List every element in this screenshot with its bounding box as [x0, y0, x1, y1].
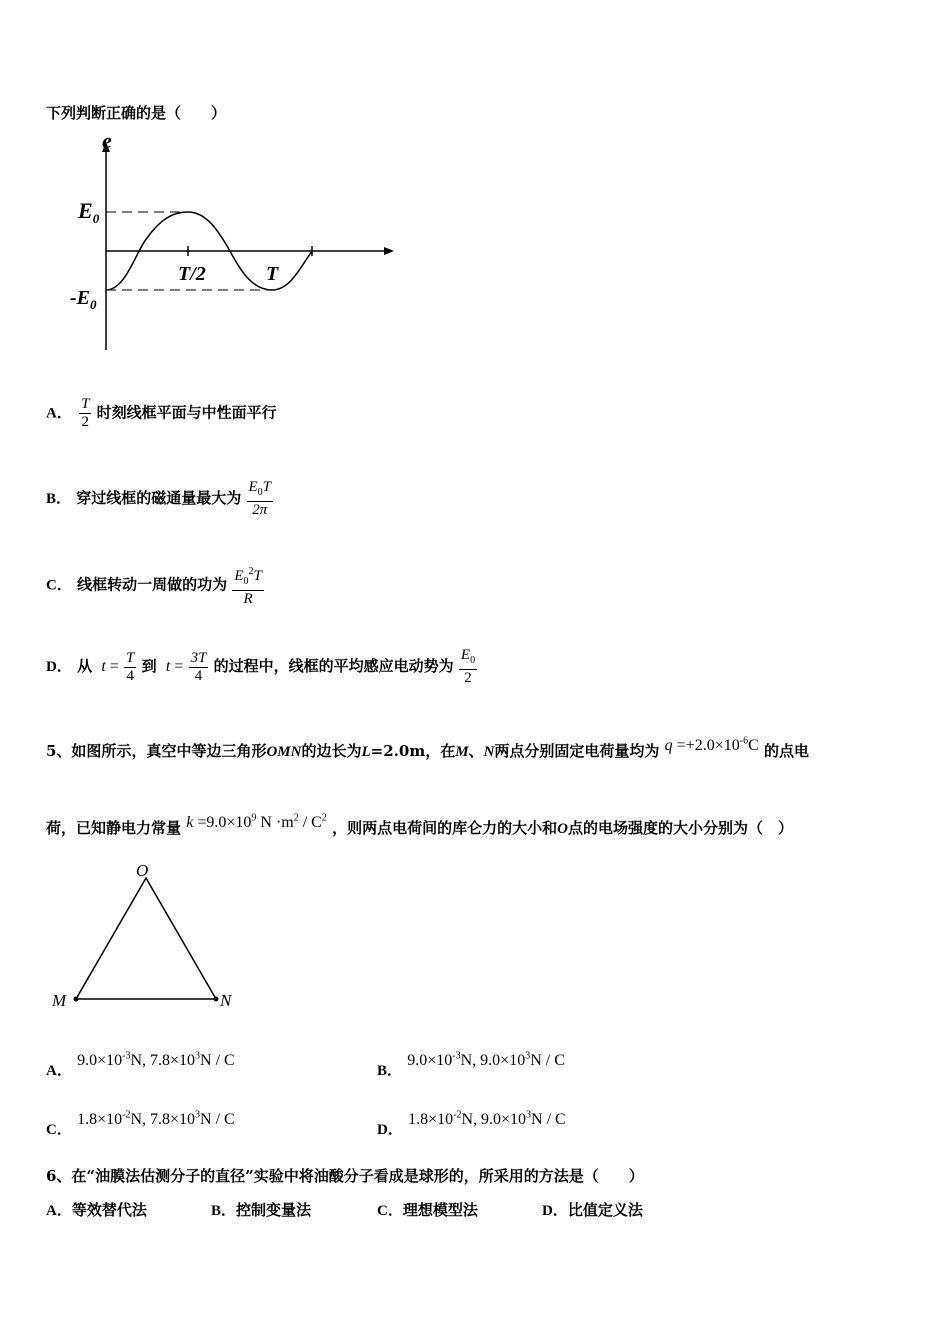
q5-text: 的点电 [763, 742, 809, 760]
neg-e0-sub: 0 [90, 297, 97, 312]
k-unit-exp: 2 [293, 812, 299, 824]
q5-option-d[interactable] [377, 1108, 566, 1138]
frac-num [459, 647, 477, 670]
emf-sine-graph [60, 128, 420, 368]
option-text: 线框转动一周做的功为 [77, 575, 228, 594]
fraction-t-over-2 [79, 396, 91, 431]
q-exp: -6 [739, 735, 749, 747]
val-b-exp: 3 [526, 1109, 532, 1121]
q6-option-c[interactable] [377, 1199, 478, 1220]
frac-e: E [234, 568, 244, 584]
frac-den: R [243, 591, 253, 607]
val-b: N, 7.8×10 [130, 1052, 196, 1069]
q5-m: M [455, 744, 469, 760]
q-unit: C [748, 737, 759, 754]
option-letter: B． [46, 491, 72, 507]
option-value [77, 1052, 235, 1069]
val-a-exp: -2 [122, 1109, 131, 1121]
option-text-process: 的过程中，线框的平均感应电动势为 [213, 657, 454, 675]
k-unit: N ·m [256, 814, 294, 831]
option-text: 理想模型法 [402, 1201, 478, 1219]
question-intro: 下列判断正确的是（ ） [46, 104, 227, 122]
val-b-exp: 3 [525, 1050, 531, 1062]
val-a: 1.8×10 [408, 1111, 454, 1128]
frac-num [247, 479, 274, 502]
q6-option-b[interactable] [211, 1199, 311, 1220]
frac-t: T [253, 568, 262, 584]
q5-option-b[interactable] [377, 1049, 565, 1079]
q5-stem-line2 [46, 812, 793, 838]
frac-e: E [460, 647, 471, 663]
option-value [407, 1052, 565, 1069]
q5-n: N [483, 744, 495, 760]
q5-text: 荷，已知静电力常量 [46, 819, 182, 837]
q5-text: =2.0m，在 [370, 742, 456, 760]
option-letter: D． [46, 659, 72, 675]
option-letter: B． [211, 1203, 237, 1219]
q4-option-a[interactable] [46, 396, 277, 431]
val-c: N / C [200, 1111, 235, 1128]
neg-e0-main: -E [70, 287, 90, 309]
option-letter: A． [46, 1063, 72, 1079]
option-text: 等效替代法 [71, 1201, 147, 1219]
vertex-o-label: O [136, 861, 149, 880]
fraction-e0-over-2 [459, 647, 477, 687]
t-var: t [101, 658, 106, 675]
option-text-from: 从 [77, 657, 93, 675]
frac-sub: 0 [257, 487, 263, 498]
option-text: 时刻线框平面与中性面平行 [96, 403, 277, 422]
option-text: 控制变量法 [236, 1201, 312, 1219]
val-c: N / C [531, 1111, 566, 1128]
half-period-label: T/2 [178, 263, 206, 285]
frac-sub: 0 [470, 655, 476, 666]
q4-option-d[interactable] [46, 647, 477, 687]
val-a-exp: -2 [453, 1109, 462, 1121]
q5-stem-line1 [46, 735, 809, 761]
q6-option-d[interactable] [542, 1199, 643, 1220]
val-a-exp: -3 [122, 1050, 131, 1062]
fraction-3t-over-4 [189, 650, 209, 685]
frac-sup: 2 [248, 566, 254, 577]
val-c: N / C [200, 1052, 235, 1069]
e0-sub: 0 [92, 211, 100, 226]
t-var: t [165, 658, 171, 675]
point-m [74, 997, 79, 1002]
point-n [214, 997, 219, 1002]
frac-den: 4 [126, 667, 134, 684]
triangle-omn [76, 878, 216, 999]
x-axis-arrow [384, 247, 394, 255]
vertex-m-label: M [52, 991, 67, 1010]
q6-stem: 6、在“油膜法估测分子的直径”实验中将油酸分子看成是球形的，所采用的方法是（ ） [46, 1167, 644, 1185]
neg-e0-label [70, 287, 97, 312]
axis-e-label: e [102, 128, 112, 153]
equals: = [170, 658, 184, 675]
q5-text: 点的电场强度的大小分别为（ ） [567, 819, 793, 837]
q5-text: 5、如图所示，真空中等边三角形 [46, 742, 267, 760]
val-a: 9.0×10 [77, 1052, 123, 1069]
q5-o: O [557, 821, 568, 837]
frac-t: T [262, 479, 272, 495]
frac-e: E [248, 479, 258, 495]
frac-den: 4 [194, 667, 203, 684]
q-var: q [664, 737, 673, 754]
k-exp: 9 [251, 812, 257, 824]
q-val: =+2.0×10 [672, 737, 740, 754]
val-b-exp: 3 [195, 1109, 201, 1121]
val-b-exp: 3 [195, 1050, 201, 1062]
k-unit2: / C [298, 814, 322, 831]
q5-omn: OMN [266, 744, 302, 760]
q5-l: L [361, 744, 371, 760]
option-letter: D． [542, 1203, 568, 1219]
frac-num: T [81, 396, 90, 412]
q5-text: ，则两点电荷间的库仑力的大小和 [332, 819, 558, 837]
charge-formula [665, 737, 759, 754]
equals: = [105, 658, 119, 675]
period-label: T [266, 263, 279, 285]
e0-main: E [78, 198, 93, 223]
frac-den: 2 [81, 414, 89, 430]
val-b: N, 9.0×10 [460, 1052, 526, 1069]
option-letter: C． [46, 1122, 72, 1138]
option-letter: C． [377, 1203, 403, 1219]
q5-option-c[interactable] [46, 1108, 235, 1138]
val-a-exp: -3 [452, 1050, 461, 1062]
vertex-n-label: N [220, 991, 232, 1010]
q4-option-c[interactable] [46, 563, 264, 608]
q5-text: 两点分别固定电荷量均为 [494, 742, 660, 760]
k-var: k [186, 814, 194, 831]
val-c: N / C [530, 1052, 565, 1069]
val-b: N, 7.8×10 [130, 1111, 196, 1128]
option-value [77, 1111, 235, 1128]
frac-num [232, 563, 264, 591]
frac-den: 2π [252, 502, 268, 518]
option-letter: D． [377, 1122, 403, 1138]
option-value [408, 1111, 566, 1128]
option-letter: A． [46, 1203, 72, 1219]
q5-text: 、 [468, 742, 484, 760]
val-b: N, 9.0×10 [461, 1111, 527, 1128]
option-letter: A． [46, 405, 72, 422]
e0-label [77, 198, 100, 226]
q6-option-a[interactable] [46, 1199, 147, 1220]
frac-num: 3T [190, 649, 207, 666]
k-val: =9.0×10 [193, 814, 252, 831]
option-letter: B． [377, 1063, 403, 1079]
frac-num: T [126, 649, 135, 666]
fraction-e0sq-t-over-r [232, 563, 264, 608]
triangle-omn-figure [46, 858, 246, 1018]
option-text: 比值定义法 [567, 1201, 643, 1219]
option-letter: C． [46, 577, 72, 594]
fraction-e0t-over-2pi [247, 479, 274, 519]
val-a: 9.0×10 [407, 1052, 453, 1069]
option-text: 穿过线框的磁通量最大为 [76, 489, 242, 507]
fraction-t-over-4 [124, 650, 136, 685]
val-a: 1.8×10 [77, 1111, 123, 1128]
k-unit2-exp: 2 [321, 812, 327, 824]
option-text-to: 到 [141, 657, 157, 675]
frac-den: 2 [464, 670, 472, 686]
frac-sub: 0 [243, 576, 249, 587]
q5-option-a[interactable] [46, 1049, 235, 1079]
k-formula [186, 814, 327, 831]
q4-option-b[interactable] [46, 479, 273, 519]
q5-text: 的边长为 [301, 742, 362, 760]
